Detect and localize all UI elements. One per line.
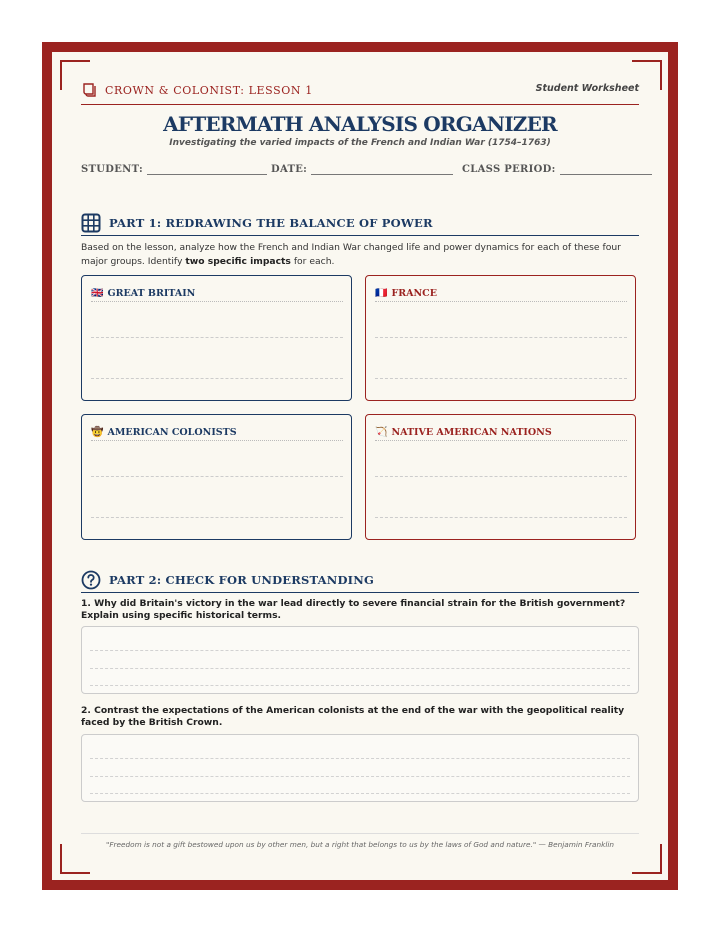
instructions-text-end: for each. <box>290 255 335 267</box>
page-subtitle: Investigating the varied impacts of the French and Indian War (1754–1763) <box>169 138 551 148</box>
answer-line[interactable] <box>90 793 630 794</box>
part2-title: PART 2: CHECK FOR UNDERSTANDING <box>109 573 374 587</box>
answer-line[interactable] <box>91 378 343 379</box>
franklin-quote: "Freedom is not a gift bestowed upon us by other men, but a right that belongs to us by the laws of God and nature." — Benjamin Franklin <box>81 833 639 849</box>
american-colonists-card[interactable] <box>81 414 352 540</box>
american-colonists-card-header <box>91 424 343 441</box>
question-2-answer-box[interactable] <box>81 734 639 802</box>
native-american-nations-card[interactable] <box>365 414 636 540</box>
class-period-line[interactable] <box>560 162 652 175</box>
class-period-field[interactable] <box>462 162 652 175</box>
france-label: FRANCE <box>391 287 437 299</box>
student-name-line[interactable] <box>147 162 267 175</box>
great-britain-card[interactable] <box>81 275 352 401</box>
answer-line[interactable] <box>375 378 627 379</box>
answer-line[interactable] <box>90 685 630 686</box>
lesson-label-text: CROWN & COLONIST: LESSON 1 <box>105 83 313 97</box>
answer-line[interactable] <box>375 476 627 477</box>
date-field[interactable] <box>271 162 453 175</box>
france-card[interactable] <box>365 275 636 401</box>
question-1-answer-box[interactable] <box>81 626 639 694</box>
part2-header <box>81 568 639 593</box>
student-info-fields <box>81 162 639 180</box>
student-worksheet-label: Student Worksheet <box>535 83 639 94</box>
cowboy-icon: 🤠 <box>91 426 104 438</box>
date-label: DATE: <box>271 164 308 175</box>
answer-line[interactable] <box>91 337 343 338</box>
answer-line[interactable] <box>90 650 630 651</box>
student-label: STUDENT: <box>81 164 143 175</box>
british-flag-icon: 🇬🇧 <box>91 287 104 299</box>
answer-line[interactable] <box>90 758 630 759</box>
answer-line[interactable] <box>90 776 630 777</box>
date-line[interactable] <box>311 162 453 175</box>
part1-title: PART 1: REDRAWING THE BALANCE OF POWER <box>109 216 433 230</box>
france-card-header <box>375 285 627 302</box>
student-name-field[interactable] <box>81 162 267 175</box>
native-american-nations-card-header <box>375 424 627 441</box>
grid-icon <box>81 213 101 233</box>
question-1: 1. Why did Britain's victory in the war lead directly to severe financial strain for the British government? Explain using specific historical terms. <box>81 598 626 621</box>
worksheet-header-bar <box>81 80 639 105</box>
answer-line[interactable] <box>91 517 343 518</box>
question-2: 2. Contrast the expectations of the American colonists at the end of the war with the geopolitical reality faced by the British Crown. <box>81 705 625 728</box>
bow-and-arrow-icon: 🏹 <box>375 426 388 438</box>
question-icon <box>81 570 101 590</box>
page-title: AFTERMATH ANALYSIS ORGANIZER <box>163 112 557 136</box>
native-american-nations-label: NATIVE AMERICAN NATIONS <box>391 426 552 438</box>
great-britain-card-header <box>91 285 343 302</box>
great-britain-label: GREAT BRITAIN <box>107 287 196 299</box>
class-period-label: CLASS PERIOD: <box>462 164 556 175</box>
french-flag-icon: 🇫🇷 <box>375 287 388 299</box>
answer-line[interactable] <box>375 517 627 518</box>
part1-instructions <box>81 241 639 268</box>
instructions-emphasis: two specific impacts <box>185 255 291 267</box>
lesson-label <box>81 82 313 98</box>
part1-header <box>81 211 639 236</box>
answer-line[interactable] <box>90 668 630 669</box>
answer-line[interactable] <box>375 337 627 338</box>
answer-line[interactable] <box>91 476 343 477</box>
american-colonists-label: AMERICAN COLONISTS <box>107 426 237 438</box>
instructions-text: Based on the lesson, analyze how the French and Indian War changed life and power dynamics for each of these four major groups. Identify <box>81 242 621 267</box>
scroll-icon <box>81 82 97 98</box>
